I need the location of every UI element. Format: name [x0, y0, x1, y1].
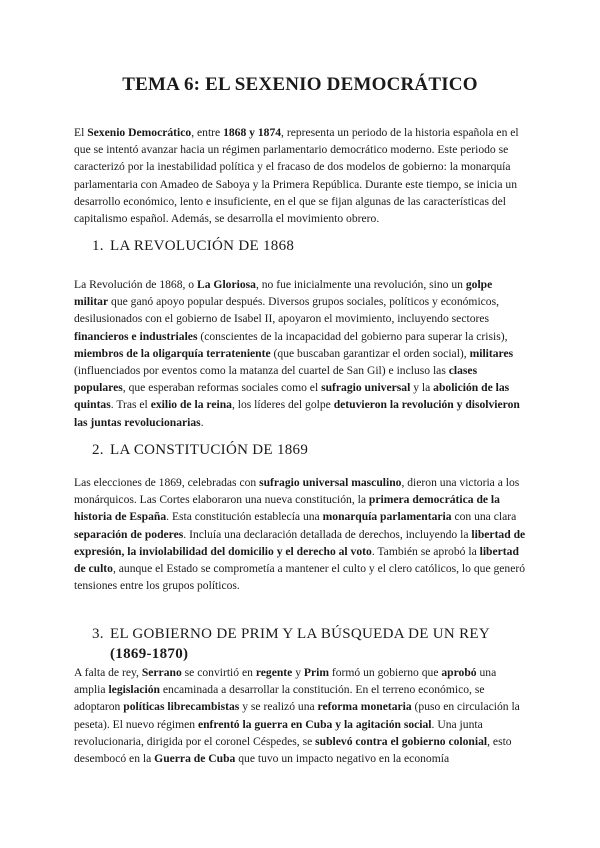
text-run: (influenciados por eventos como la matanza del cuartel de San Gil) e incluso las — [74, 364, 449, 378]
section-body-3 — [74, 664, 526, 767]
text-run: . — [200, 415, 204, 429]
bold-term: Guerra de Cuba — [154, 752, 236, 766]
section-heading-3 — [92, 624, 532, 664]
bold-term: abolición de las quintas — [74, 381, 510, 412]
bold-term: separación de poderes — [74, 527, 184, 541]
text-run: La Revolución de 1868, o — [74, 278, 197, 291]
bold-term: sufragio universal masculino — [259, 476, 402, 489]
text-run: y la — [410, 381, 434, 395]
text-run: . Tras el — [110, 398, 151, 412]
text-run: y se realizó una — [239, 700, 318, 714]
text-run: una amplia — [74, 666, 497, 697]
bold-term: La Gloriosa — [197, 278, 256, 291]
text-run: que tuvo un impacto negativo en la economía — [235, 752, 450, 766]
section-title: EL GOBIERNO DE PRIM Y LA BÚSQUEDA DE UN REY — [110, 626, 490, 642]
text-run: que ganó apoyo popular después. Diversos grupos sociales, políticos y económicos, desilusionados con el gobierno de Isabel II, apoyaron el movimiento, incluyendo sectores — [74, 295, 500, 326]
page-title: TEMA 6: EL SEXENIO DEMOCRÁTICO — [122, 74, 478, 95]
section-heading-1 — [92, 236, 532, 256]
bold-term: Sexenio Democrático — [87, 126, 192, 139]
text-run: , aunque el Estado se comprometía a mantener el culto y el clero católicos, lo que generó tensiones entre los grupos políticos. — [74, 562, 526, 593]
bold-term: clases populares — [74, 364, 478, 395]
intro-paragraph — [74, 124, 526, 227]
section-number: 1. — [92, 238, 104, 254]
bold-term: monarquía parlamentaria — [322, 510, 452, 524]
section-number: 2. — [92, 442, 104, 458]
bold-term: sublevó contra el gobierno colonial — [315, 734, 488, 748]
text-run: . Esta constitución establecía una — [166, 510, 323, 524]
bold-term: regente — [255, 666, 293, 679]
text-run: (puso en circulación la peseta). El nuevo régimen — [74, 700, 520, 731]
bold-term: golpe militar — [74, 278, 493, 309]
section-title-continuation: (1869-1870) — [110, 646, 189, 662]
bold-term: militares — [469, 346, 514, 360]
bold-term: financieros e industriales — [74, 329, 198, 343]
text-run: , los líderes del golpe — [231, 398, 334, 412]
text-run: , no fue inicialmente una revolución, sino un — [255, 278, 466, 291]
bold-term: detuvieron la revolución y disolvieron las juntas revolucionarias — [74, 398, 520, 429]
text-run: (conscientes de la incapacidad del gobierno para superar la crisis), — [197, 329, 508, 343]
text-run: , esto desembocó en la — [74, 734, 512, 766]
bold-term: enfrentó la guerra en Cuba y la agitación social — [197, 717, 432, 731]
text-run: , que esperaban reformas sociales como el — [122, 381, 322, 395]
bold-term: legislación — [108, 683, 160, 697]
bold-term: exilio de la reina — [150, 398, 232, 412]
section-body-2 — [74, 474, 526, 594]
text-run: . También se aprobó la — [371, 544, 480, 558]
bold-term: reforma monetaria — [317, 700, 412, 714]
text-run: , representa un periodo de la historia española en el que se intentó avanzar hacia un régimen parlamentario democrático moderno. Este periodo se caracterizó por la inestabilidad política y el fracaso de dos modelos de gobierno: la monarquía parlamentaria con Amadeo de Saboya y la Primera República. Durante este tiempo, se inicia un desarrollo económico, lento e insuficiente, en el que se fijan algunas de las características del capitalismo español. Además, se desarrolla el movimiento obrero. — [74, 126, 519, 226]
bold-term: libertad de expresión, la inviolabilidad del domicilio y el derecho al voto — [74, 527, 526, 558]
bold-term: sufragio universal — [321, 381, 411, 395]
text-run: (que buscaban garantizar el orden social), — [270, 346, 470, 360]
text-run: . Incluía una declaración detallada de derechos, incluyendo la — [183, 527, 472, 541]
bold-term: primera democrática de la historia de España — [74, 493, 500, 524]
bold-term: libertad de culto — [74, 544, 519, 576]
text-run: encaminada a desarrollar la constitución. En el terreno económico, se adoptaron — [74, 683, 485, 714]
bold-term: miembros de la oligarquía terrateniente — [74, 346, 271, 360]
text-run: Las elecciones de 1869, celebradas con — [74, 476, 260, 489]
text-run: con una clara — [451, 510, 517, 524]
text-run: El — [74, 126, 88, 139]
bold-term: políticas librecambistas — [123, 700, 240, 714]
text-run: formó un gobierno que — [329, 666, 442, 679]
bold-term: 1868 y 1874 — [223, 126, 282, 139]
section-title: LA REVOLUCIÓN DE 1868 — [110, 238, 295, 254]
text-run: se convirtió en — [181, 666, 256, 679]
text-run: y — [292, 666, 304, 679]
bold-term: Serrano — [141, 666, 182, 679]
text-run: . Una junta revolucionaria, dirigida por el coronel Céspedes, se — [74, 717, 483, 748]
text-run: A falta de rey, — [74, 666, 142, 679]
text-run: , dieron una victoria a los monárquicos. Las Cortes elaboraron una nueva constitución, la — [74, 476, 520, 507]
text-run: , entre — [191, 126, 224, 139]
section-body-1 — [74, 276, 526, 431]
bold-term: aprobó — [441, 666, 477, 679]
section-title: LA CONSTITUCIÓN DE 1869 — [110, 442, 309, 458]
bold-term: Prim — [303, 666, 329, 679]
section-heading-2 — [92, 440, 532, 460]
section-number: 3. — [92, 626, 104, 642]
